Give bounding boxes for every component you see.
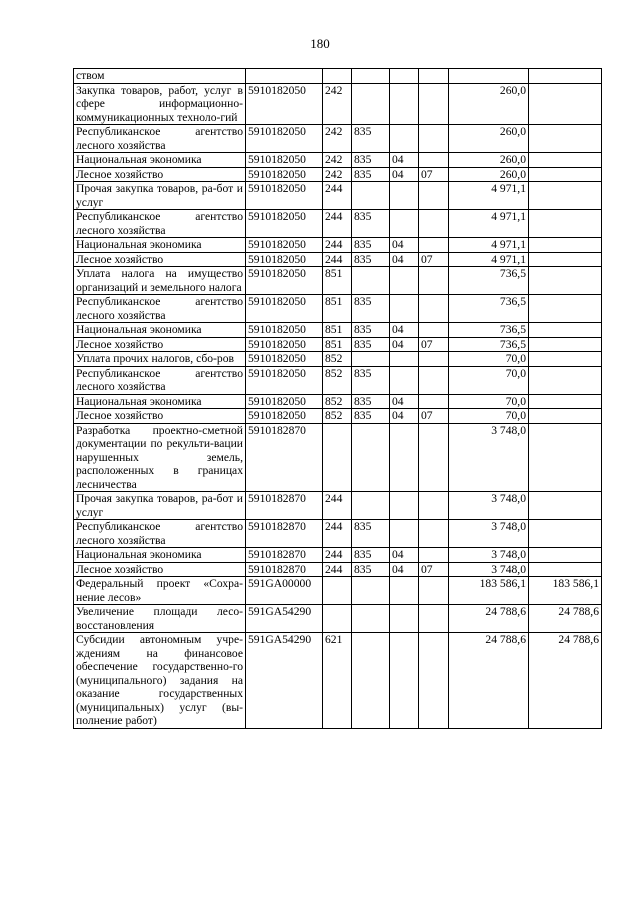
section-cell bbox=[390, 125, 419, 153]
subsection-cell bbox=[419, 69, 449, 84]
administrator-code-cell bbox=[352, 605, 390, 633]
administrator-code-cell: 835 bbox=[352, 562, 390, 577]
administrator-code-cell: 835 bbox=[352, 520, 390, 548]
administrator-code-cell: 835 bbox=[352, 125, 390, 153]
budget-table-body bbox=[74, 69, 602, 729]
table-row bbox=[74, 633, 602, 729]
expense-type-cell: 242 bbox=[323, 167, 352, 182]
amount-federal-cell bbox=[529, 182, 602, 210]
subsection-cell bbox=[419, 153, 449, 168]
target-article-cell: 5910182870 bbox=[246, 423, 323, 492]
expense-name-cell: Республиканское агентство лесного хозяйства bbox=[74, 125, 246, 153]
section-cell bbox=[390, 83, 419, 125]
amount-federal-cell bbox=[529, 366, 602, 394]
amount-federal-cell: 183 586,1 bbox=[529, 577, 602, 605]
amount-federal-cell bbox=[529, 125, 602, 153]
subsection-cell: 07 bbox=[419, 562, 449, 577]
expense-type-cell: 851 bbox=[323, 323, 352, 338]
expense-type-cell: 851 bbox=[323, 337, 352, 352]
amount-federal-cell bbox=[529, 423, 602, 492]
amount-federal-cell bbox=[529, 337, 602, 352]
amount-cell: 736,5 bbox=[449, 323, 529, 338]
target-article-cell: 5910182050 bbox=[246, 337, 323, 352]
expense-name-cell: Увеличение площади лесо-восстановления bbox=[74, 605, 246, 633]
amount-cell: 736,5 bbox=[449, 295, 529, 323]
administrator-code-cell bbox=[352, 182, 390, 210]
expense-type-cell: 851 bbox=[323, 295, 352, 323]
expense-type-cell: 852 bbox=[323, 409, 352, 424]
administrator-code-cell: 835 bbox=[352, 394, 390, 409]
expense-name-cell: Республиканское агентство лесного хозяйства bbox=[74, 366, 246, 394]
table-row bbox=[74, 267, 602, 295]
subsection-cell bbox=[419, 125, 449, 153]
amount-federal-cell bbox=[529, 252, 602, 267]
amount-cell: 24 788,6 bbox=[449, 605, 529, 633]
amount-federal-cell: 24 788,6 bbox=[529, 633, 602, 729]
target-article-cell: 5910182050 bbox=[246, 252, 323, 267]
expense-name-cell: Национальная экономика bbox=[74, 394, 246, 409]
section-cell bbox=[390, 633, 419, 729]
subsection-cell bbox=[419, 577, 449, 605]
expense-type-cell bbox=[323, 605, 352, 633]
expense-type-cell: 852 bbox=[323, 366, 352, 394]
amount-cell: 3 748,0 bbox=[449, 423, 529, 492]
section-cell bbox=[390, 182, 419, 210]
section-cell: 04 bbox=[390, 153, 419, 168]
section-cell bbox=[390, 577, 419, 605]
amount-cell: 260,0 bbox=[449, 83, 529, 125]
section-cell: 04 bbox=[390, 323, 419, 338]
page-number: 180 bbox=[310, 36, 330, 51]
expense-type-cell: 851 bbox=[323, 267, 352, 295]
section-cell: 04 bbox=[390, 252, 419, 267]
amount-federal-cell bbox=[529, 153, 602, 168]
expense-type-cell: 244 bbox=[323, 562, 352, 577]
section-cell bbox=[390, 492, 419, 520]
amount-cell: 4 971,1 bbox=[449, 182, 529, 210]
expense-type-cell bbox=[323, 69, 352, 84]
subsection-cell bbox=[419, 83, 449, 125]
amount-cell: 4 971,1 bbox=[449, 238, 529, 253]
administrator-code-cell: 835 bbox=[352, 167, 390, 182]
table-row bbox=[74, 323, 602, 338]
amount-federal-cell bbox=[529, 238, 602, 253]
expense-name-cell: Прочая закупка товаров, ра-бот и услуг bbox=[74, 492, 246, 520]
subsection-cell bbox=[419, 394, 449, 409]
target-article-cell: 5910182050 bbox=[246, 352, 323, 367]
amount-cell: 70,0 bbox=[449, 352, 529, 367]
target-article-cell: 5910182050 bbox=[246, 83, 323, 125]
expense-type-cell: 242 bbox=[323, 125, 352, 153]
expense-type-cell bbox=[323, 423, 352, 492]
expense-type-cell: 242 bbox=[323, 153, 352, 168]
section-cell: 04 bbox=[390, 548, 419, 563]
target-article-cell: 5910182050 bbox=[246, 153, 323, 168]
expense-name-cell: Лесное хозяйство bbox=[74, 337, 246, 352]
amount-federal-cell bbox=[529, 562, 602, 577]
budget-table bbox=[73, 68, 602, 729]
administrator-code-cell: 835 bbox=[352, 295, 390, 323]
expense-type-cell: 244 bbox=[323, 182, 352, 210]
administrator-code-cell: 835 bbox=[352, 548, 390, 563]
table-row bbox=[74, 252, 602, 267]
administrator-code-cell bbox=[352, 83, 390, 125]
subsection-cell: 07 bbox=[419, 252, 449, 267]
subsection-cell bbox=[419, 366, 449, 394]
amount-cell: 3 748,0 bbox=[449, 492, 529, 520]
expense-name-cell: Республиканское агентство лесного хозяйства bbox=[74, 520, 246, 548]
amount-cell: 70,0 bbox=[449, 366, 529, 394]
subsection-cell bbox=[419, 323, 449, 338]
target-article-cell: 5910182870 bbox=[246, 492, 323, 520]
amount-federal-cell bbox=[529, 167, 602, 182]
subsection-cell: 07 bbox=[419, 409, 449, 424]
subsection-cell bbox=[419, 423, 449, 492]
expense-name-cell: Закупка товаров, работ, услуг в сфере информационно-коммуникационных техноло-гий bbox=[74, 83, 246, 125]
section-cell: 04 bbox=[390, 238, 419, 253]
expense-type-cell: 852 bbox=[323, 394, 352, 409]
table-row bbox=[74, 548, 602, 563]
table-row bbox=[74, 577, 602, 605]
expense-name-cell: Лесное хозяйство bbox=[74, 252, 246, 267]
expense-name-cell: Лесное хозяйство bbox=[74, 167, 246, 182]
target-article-cell: 5910182050 bbox=[246, 409, 323, 424]
target-article-cell: 5910182050 bbox=[246, 210, 323, 238]
subsection-cell bbox=[419, 520, 449, 548]
expense-type-cell bbox=[323, 577, 352, 605]
amount-cell: 70,0 bbox=[449, 394, 529, 409]
section-cell bbox=[390, 366, 419, 394]
target-article-cell bbox=[246, 69, 323, 84]
subsection-cell: 07 bbox=[419, 337, 449, 352]
table-row bbox=[74, 394, 602, 409]
expense-type-cell: 242 bbox=[323, 83, 352, 125]
administrator-code-cell: 835 bbox=[352, 366, 390, 394]
amount-cell: 260,0 bbox=[449, 167, 529, 182]
target-article-cell: 591GA00000 bbox=[246, 577, 323, 605]
amount-federal-cell bbox=[529, 323, 602, 338]
expense-name-cell: Лесное хозяйство bbox=[74, 409, 246, 424]
subsection-cell bbox=[419, 182, 449, 210]
table-row bbox=[74, 366, 602, 394]
administrator-code-cell: 835 bbox=[352, 337, 390, 352]
section-cell bbox=[390, 605, 419, 633]
expense-name-cell: Федеральный проект «Сохра-нение лесов» bbox=[74, 577, 246, 605]
amount-federal-cell bbox=[529, 394, 602, 409]
amount-cell: 736,5 bbox=[449, 267, 529, 295]
expense-type-cell: 621 bbox=[323, 633, 352, 729]
subsection-cell bbox=[419, 633, 449, 729]
expense-type-cell: 244 bbox=[323, 548, 352, 563]
target-article-cell: 5910182050 bbox=[246, 267, 323, 295]
amount-federal-cell bbox=[529, 352, 602, 367]
expense-name-cell: Национальная экономика bbox=[74, 548, 246, 563]
administrator-code-cell: 835 bbox=[352, 252, 390, 267]
table-row bbox=[74, 167, 602, 182]
section-cell: 04 bbox=[390, 394, 419, 409]
section-cell bbox=[390, 423, 419, 492]
expense-type-cell: 852 bbox=[323, 352, 352, 367]
administrator-code-cell: 835 bbox=[352, 323, 390, 338]
section-cell: 04 bbox=[390, 562, 419, 577]
expense-name-cell: Субсидии автономным учре-ждениям на финансовое обеспечение государственно-го (муниципального) задания на оказание государственных (муниципальных) услуг (вы-полнение работ) bbox=[74, 633, 246, 729]
amount-federal-cell bbox=[529, 210, 602, 238]
table-row bbox=[74, 295, 602, 323]
target-article-cell: 5910182050 bbox=[246, 167, 323, 182]
amount-federal-cell bbox=[529, 69, 602, 84]
subsection-cell bbox=[419, 295, 449, 323]
amount-federal-cell bbox=[529, 83, 602, 125]
table-row bbox=[74, 153, 602, 168]
expense-type-cell: 244 bbox=[323, 210, 352, 238]
expense-type-cell: 244 bbox=[323, 238, 352, 253]
expense-name-cell: Национальная экономика bbox=[74, 238, 246, 253]
target-article-cell: 5910182870 bbox=[246, 520, 323, 548]
target-article-cell: 5910182050 bbox=[246, 366, 323, 394]
section-cell bbox=[390, 69, 419, 84]
table-row bbox=[74, 182, 602, 210]
target-article-cell: 5910182870 bbox=[246, 562, 323, 577]
administrator-code-cell: 835 bbox=[352, 238, 390, 253]
administrator-code-cell bbox=[352, 577, 390, 605]
expense-name-cell: Уплата прочих налогов, сбо-ров bbox=[74, 352, 246, 367]
section-cell bbox=[390, 352, 419, 367]
table-row bbox=[74, 520, 602, 548]
target-article-cell: 5910182050 bbox=[246, 125, 323, 153]
amount-cell: 260,0 bbox=[449, 153, 529, 168]
table-row bbox=[74, 125, 602, 153]
table-row bbox=[74, 337, 602, 352]
subsection-cell bbox=[419, 492, 449, 520]
section-cell: 04 bbox=[390, 409, 419, 424]
amount-cell: 24 788,6 bbox=[449, 633, 529, 729]
subsection-cell bbox=[419, 267, 449, 295]
expense-name-cell: Республиканское агентство лесного хозяйства bbox=[74, 295, 246, 323]
target-article-cell: 5910182050 bbox=[246, 238, 323, 253]
administrator-code-cell bbox=[352, 423, 390, 492]
section-cell: 04 bbox=[390, 167, 419, 182]
amount-federal-cell bbox=[529, 267, 602, 295]
target-article-cell: 5910182050 bbox=[246, 394, 323, 409]
administrator-code-cell bbox=[352, 352, 390, 367]
target-article-cell: 5910182870 bbox=[246, 548, 323, 563]
expense-name-cell: Лесное хозяйство bbox=[74, 562, 246, 577]
amount-federal-cell bbox=[529, 295, 602, 323]
table-row bbox=[74, 238, 602, 253]
expense-name-cell: ством bbox=[74, 69, 246, 84]
amount-cell: 736,5 bbox=[449, 337, 529, 352]
target-article-cell: 591GA54290 bbox=[246, 605, 323, 633]
amount-cell: 260,0 bbox=[449, 125, 529, 153]
expense-name-cell: Национальная экономика bbox=[74, 323, 246, 338]
amount-cell: 3 748,0 bbox=[449, 520, 529, 548]
amount-cell: 70,0 bbox=[449, 409, 529, 424]
amount-cell: 183 586,1 bbox=[449, 577, 529, 605]
table-row bbox=[74, 352, 602, 367]
table-row bbox=[74, 562, 602, 577]
expense-name-cell: Уплата налога на имущество организаций и земельного налога bbox=[74, 267, 246, 295]
administrator-code-cell bbox=[352, 267, 390, 295]
target-article-cell: 5910182050 bbox=[246, 323, 323, 338]
table-row bbox=[74, 210, 602, 238]
administrator-code-cell bbox=[352, 492, 390, 520]
amount-federal-cell bbox=[529, 548, 602, 563]
administrator-code-cell bbox=[352, 633, 390, 729]
expense-name-cell: Разработка проектно-сметной документации по рекульти-вации нарушенных земель, расположенных в границах лесничества bbox=[74, 423, 246, 492]
amount-federal-cell bbox=[529, 492, 602, 520]
administrator-code-cell: 835 bbox=[352, 210, 390, 238]
amount-federal-cell: 24 788,6 bbox=[529, 605, 602, 633]
amount-federal-cell bbox=[529, 520, 602, 548]
subsection-cell bbox=[419, 548, 449, 563]
subsection-cell bbox=[419, 352, 449, 367]
subsection-cell bbox=[419, 210, 449, 238]
amount-cell bbox=[449, 69, 529, 84]
table-row bbox=[74, 69, 602, 84]
expense-name-cell: Прочая закупка товаров, ра-бот и услуг bbox=[74, 182, 246, 210]
section-cell bbox=[390, 295, 419, 323]
table-row bbox=[74, 409, 602, 424]
table-row bbox=[74, 83, 602, 125]
expense-name-cell: Национальная экономика bbox=[74, 153, 246, 168]
section-cell: 04 bbox=[390, 337, 419, 352]
table-row bbox=[74, 423, 602, 492]
amount-cell: 4 971,1 bbox=[449, 210, 529, 238]
section-cell bbox=[390, 520, 419, 548]
table-row bbox=[74, 492, 602, 520]
amount-cell: 4 971,1 bbox=[449, 252, 529, 267]
administrator-code-cell: 835 bbox=[352, 409, 390, 424]
section-cell bbox=[390, 210, 419, 238]
expense-type-cell: 244 bbox=[323, 492, 352, 520]
expense-name-cell: Республиканское агентство лесного хозяйства bbox=[74, 210, 246, 238]
target-article-cell: 591GA54290 bbox=[246, 633, 323, 729]
subsection-cell: 07 bbox=[419, 167, 449, 182]
expense-type-cell: 244 bbox=[323, 252, 352, 267]
section-cell bbox=[390, 267, 419, 295]
expense-type-cell: 244 bbox=[323, 520, 352, 548]
subsection-cell bbox=[419, 605, 449, 633]
administrator-code-cell: 835 bbox=[352, 153, 390, 168]
subsection-cell bbox=[419, 238, 449, 253]
amount-federal-cell bbox=[529, 409, 602, 424]
amount-cell: 3 748,0 bbox=[449, 562, 529, 577]
amount-cell: 3 748,0 bbox=[449, 548, 529, 563]
target-article-cell: 5910182050 bbox=[246, 182, 323, 210]
table-row bbox=[74, 605, 602, 633]
administrator-code-cell bbox=[352, 69, 390, 84]
target-article-cell: 5910182050 bbox=[246, 295, 323, 323]
